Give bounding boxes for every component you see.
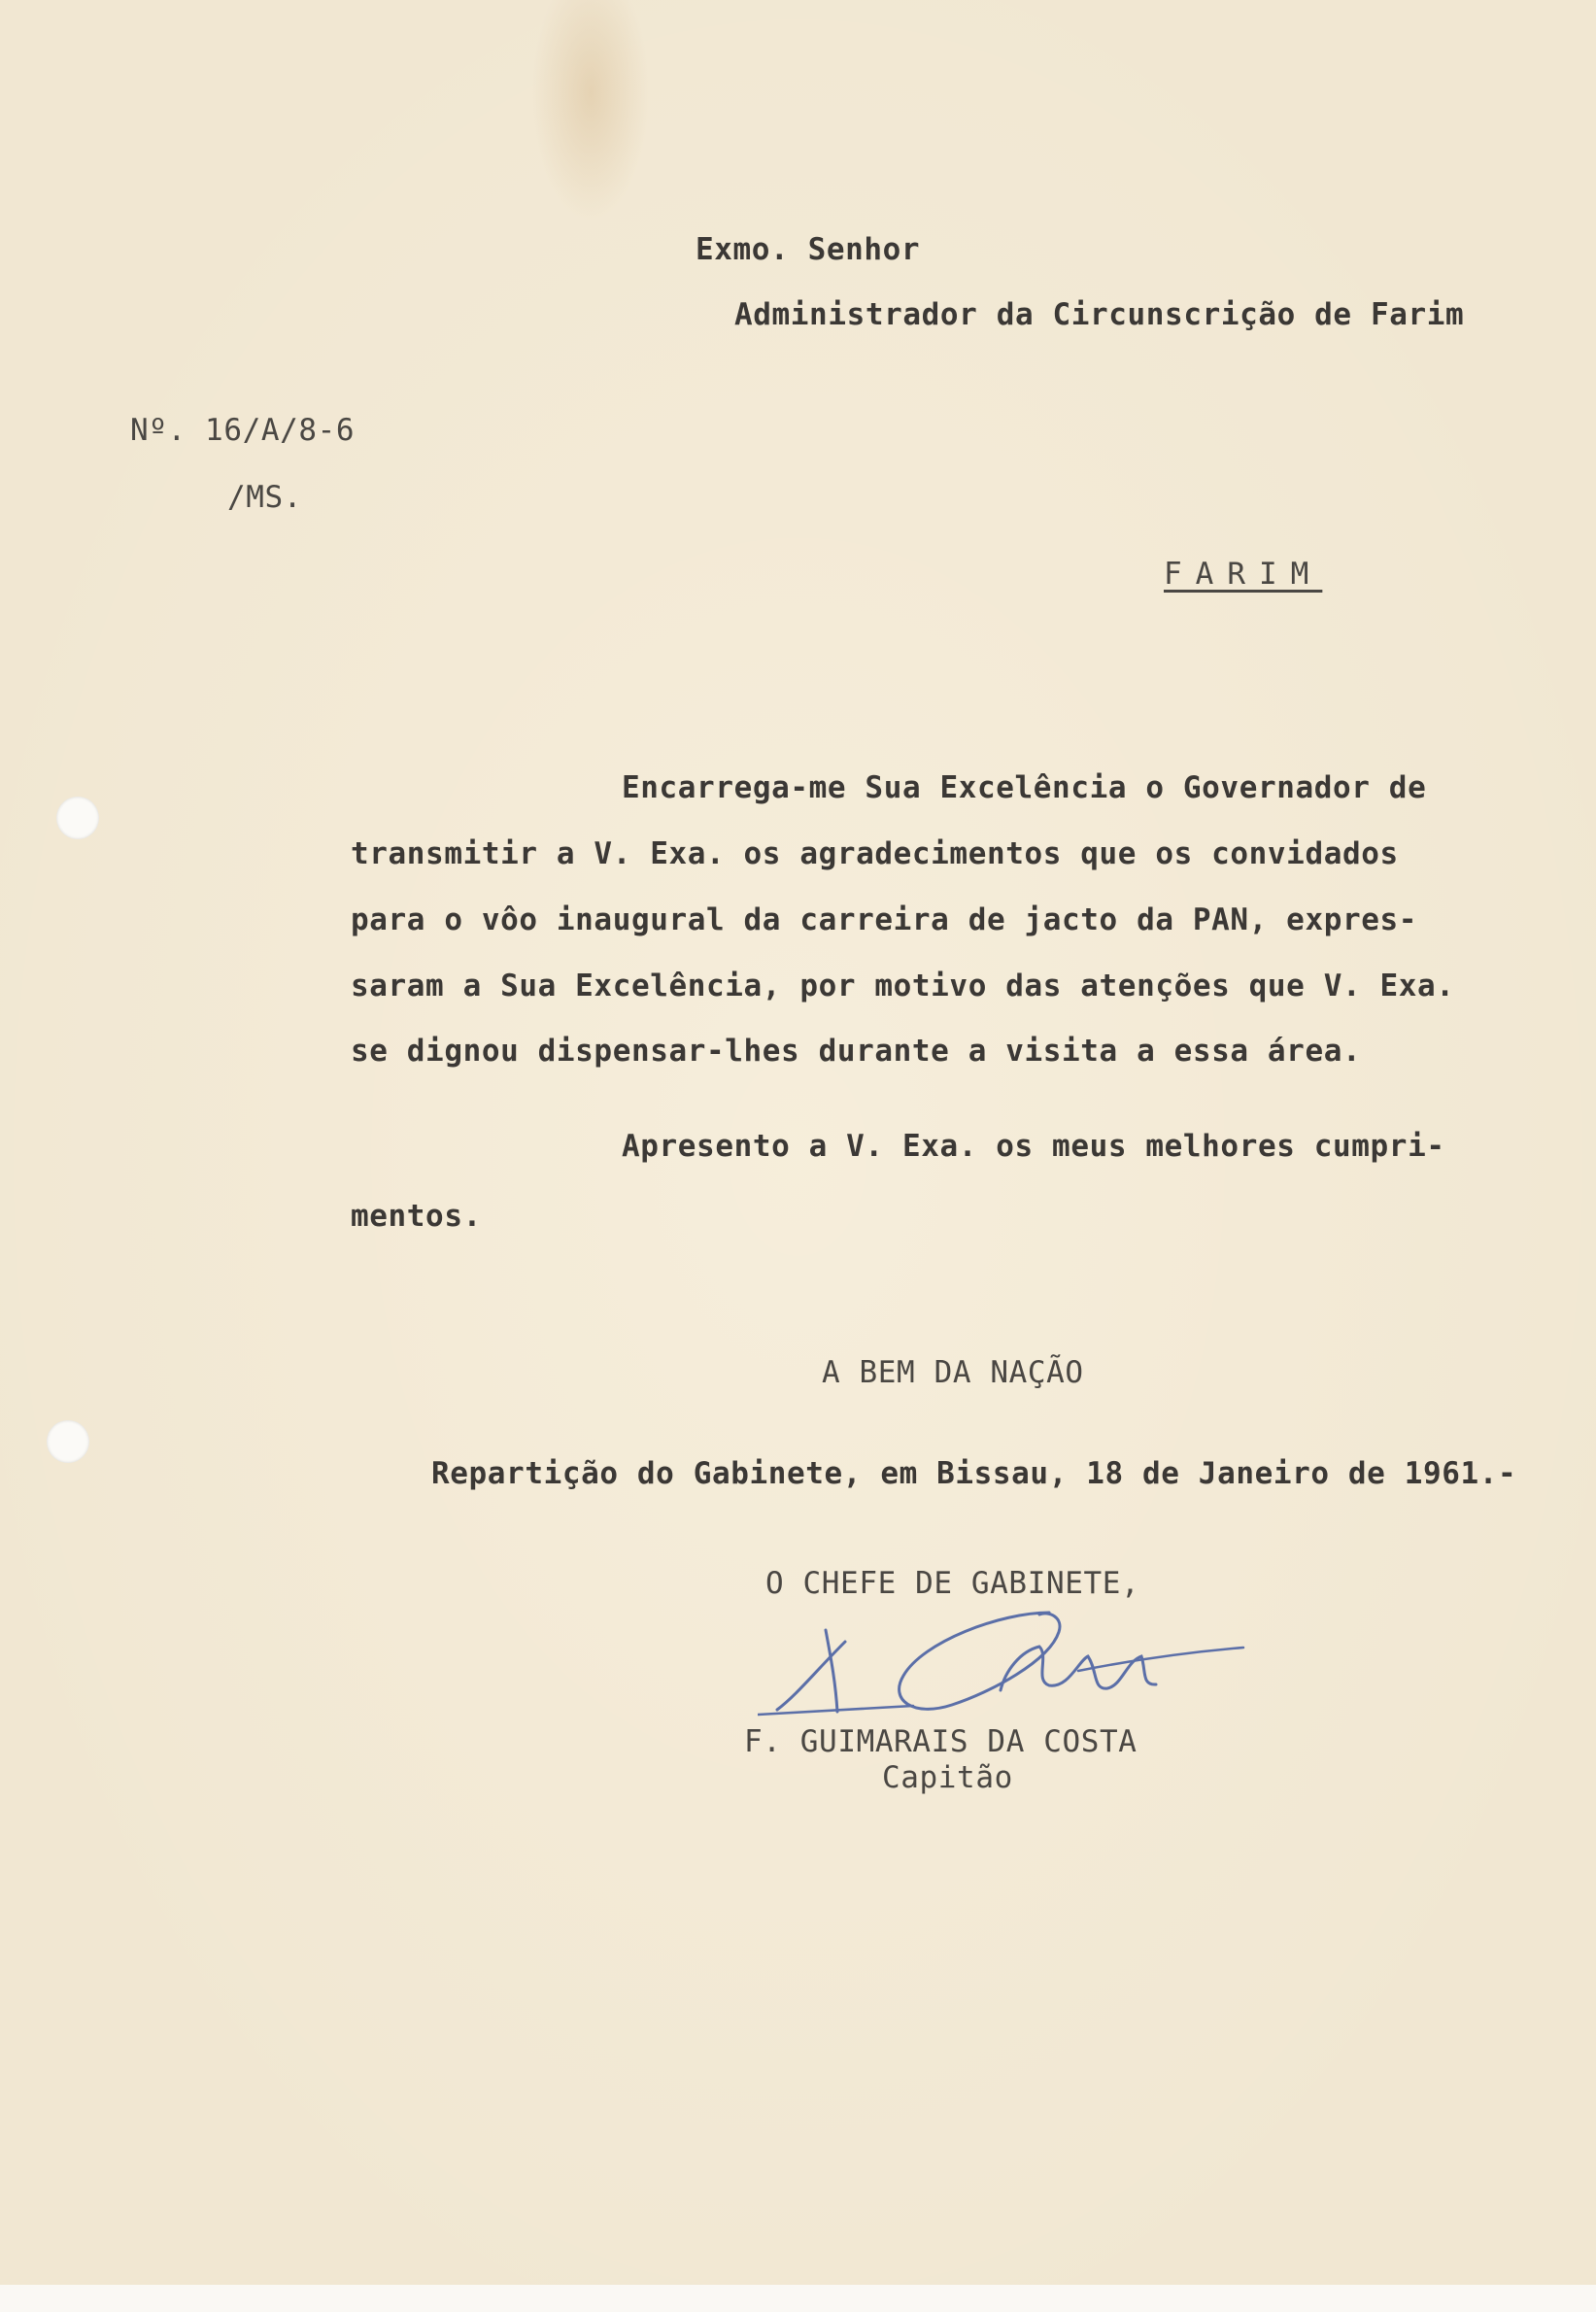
- body-line-2: transmitir a V. Exa. os agradecimentos que os convidados: [351, 836, 1399, 871]
- punch-hole-bottom: [47, 1420, 89, 1463]
- punch-hole-top: [56, 797, 99, 839]
- reference-number: Nº. 16/A/8-6: [130, 413, 356, 448]
- signer-role: O CHEFE DE GABINETE,: [765, 1566, 1140, 1601]
- reference-suffix: /MS.: [227, 480, 303, 515]
- body-line-5: se dignou dispensar-lhes durante a visita a essa área.: [351, 1034, 1362, 1069]
- place-date: Repartição do Gabinete, em Bissau, 18 de Janeiro de 1961.-: [431, 1456, 1517, 1491]
- body-line-3: para o vôo inaugural da carreira de jacto da PAN, expres-: [351, 902, 1418, 937]
- place-heading: FARIM: [1164, 557, 1323, 592]
- handwritten-signature: [758, 1603, 1263, 1739]
- body-line-1: Encarrega-me Sua Excelência o Governador de: [622, 770, 1427, 805]
- closing-line-2: mentos.: [351, 1199, 482, 1234]
- closing-line-1: Apresento a V. Exa. os meus melhores cumpri-: [622, 1129, 1445, 1164]
- signer-name: F. GUIMARAIS DA COSTA: [744, 1724, 1138, 1759]
- addressee: Administrador da Circunscrição de Farim: [734, 297, 1465, 332]
- salutation: Exmo. Senhor: [696, 232, 921, 267]
- motto: A BEM DA NAÇÃO: [822, 1355, 1084, 1390]
- signer-rank: Capitão: [882, 1760, 1013, 1795]
- body-line-4: saram a Sua Excelência, por motivo das atenções que V. Exa.: [351, 969, 1455, 1003]
